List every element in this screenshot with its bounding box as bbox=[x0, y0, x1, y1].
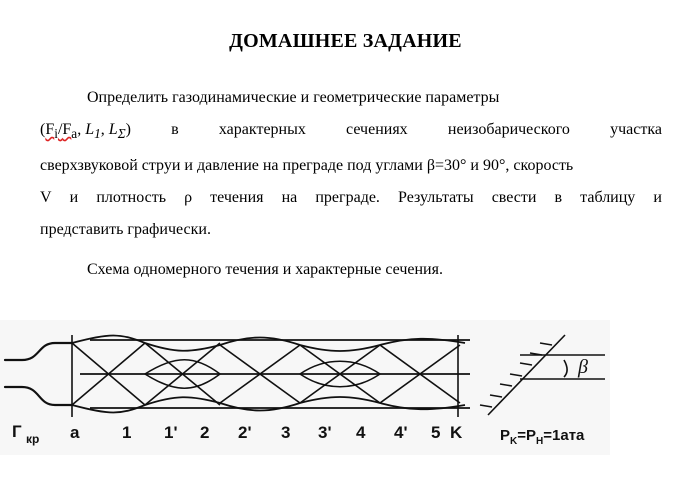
word: сечениях bbox=[346, 121, 408, 138]
label-gamma: Г bbox=[12, 422, 22, 441]
schema-caption: Схема одномерного течения и характерные сечения. bbox=[87, 261, 443, 278]
task-line-4 bbox=[40, 182, 662, 214]
label-1: 1 bbox=[122, 423, 132, 442]
word: на bbox=[281, 189, 298, 207]
param-l1: $L_1$ bbox=[85, 121, 101, 142]
label-4: 4 bbox=[356, 423, 366, 442]
angle-beta-label: β bbox=[578, 356, 588, 378]
word: таблицу bbox=[580, 189, 636, 207]
word: плотность bbox=[96, 189, 166, 207]
task-line-2 bbox=[40, 114, 662, 150]
task-line-1: Определить газодинамические и геометрические параметры bbox=[87, 89, 500, 106]
task-line-5: представить графически. bbox=[40, 221, 211, 239]
label-k: K bbox=[450, 423, 463, 442]
word: характерных bbox=[218, 121, 306, 138]
word: преграде. bbox=[315, 189, 380, 207]
label-1p: 1' bbox=[164, 423, 178, 442]
word: V bbox=[40, 189, 52, 207]
word: и bbox=[653, 189, 662, 207]
parameters-group: ($F_i/F_a$, $L_1$, $L_\Sigma$) bbox=[40, 121, 131, 142]
label-5: 5 bbox=[431, 423, 441, 442]
param-lsigma: $L_\Sigma$ bbox=[108, 121, 126, 142]
label-2p: 2' bbox=[238, 423, 252, 442]
label-4p: 4' bbox=[394, 423, 408, 442]
word: свести bbox=[491, 189, 537, 207]
word: в bbox=[554, 189, 563, 207]
svg-text:PK=PH=1ата: $P_K=P_H=1ата$ bbox=[500, 427, 585, 447]
word: в bbox=[171, 121, 179, 138]
task-line-3: сверхзвуковой струи и давление на преграде под углами β=30° и 90°, скорость bbox=[40, 157, 574, 175]
word: ρ bbox=[184, 189, 193, 207]
jet-flow-diagram bbox=[0, 305, 620, 455]
word: течения bbox=[210, 189, 264, 207]
word: Результаты bbox=[398, 189, 474, 207]
word: участка bbox=[610, 121, 662, 138]
word: и bbox=[69, 189, 79, 207]
param-fi: $F_i/F_a$ bbox=[45, 121, 78, 142]
word: неизобарического bbox=[447, 121, 570, 138]
label-kr: кр bbox=[26, 432, 40, 446]
label-2: 2 bbox=[200, 423, 210, 442]
label-3p: 3' bbox=[318, 423, 332, 442]
task-paragraph bbox=[40, 82, 662, 246]
page-title: ДОМАШНЕЕ ЗАДАНИЕ bbox=[229, 30, 462, 52]
label-a: a bbox=[70, 423, 80, 442]
label-3: 3 bbox=[281, 423, 291, 442]
